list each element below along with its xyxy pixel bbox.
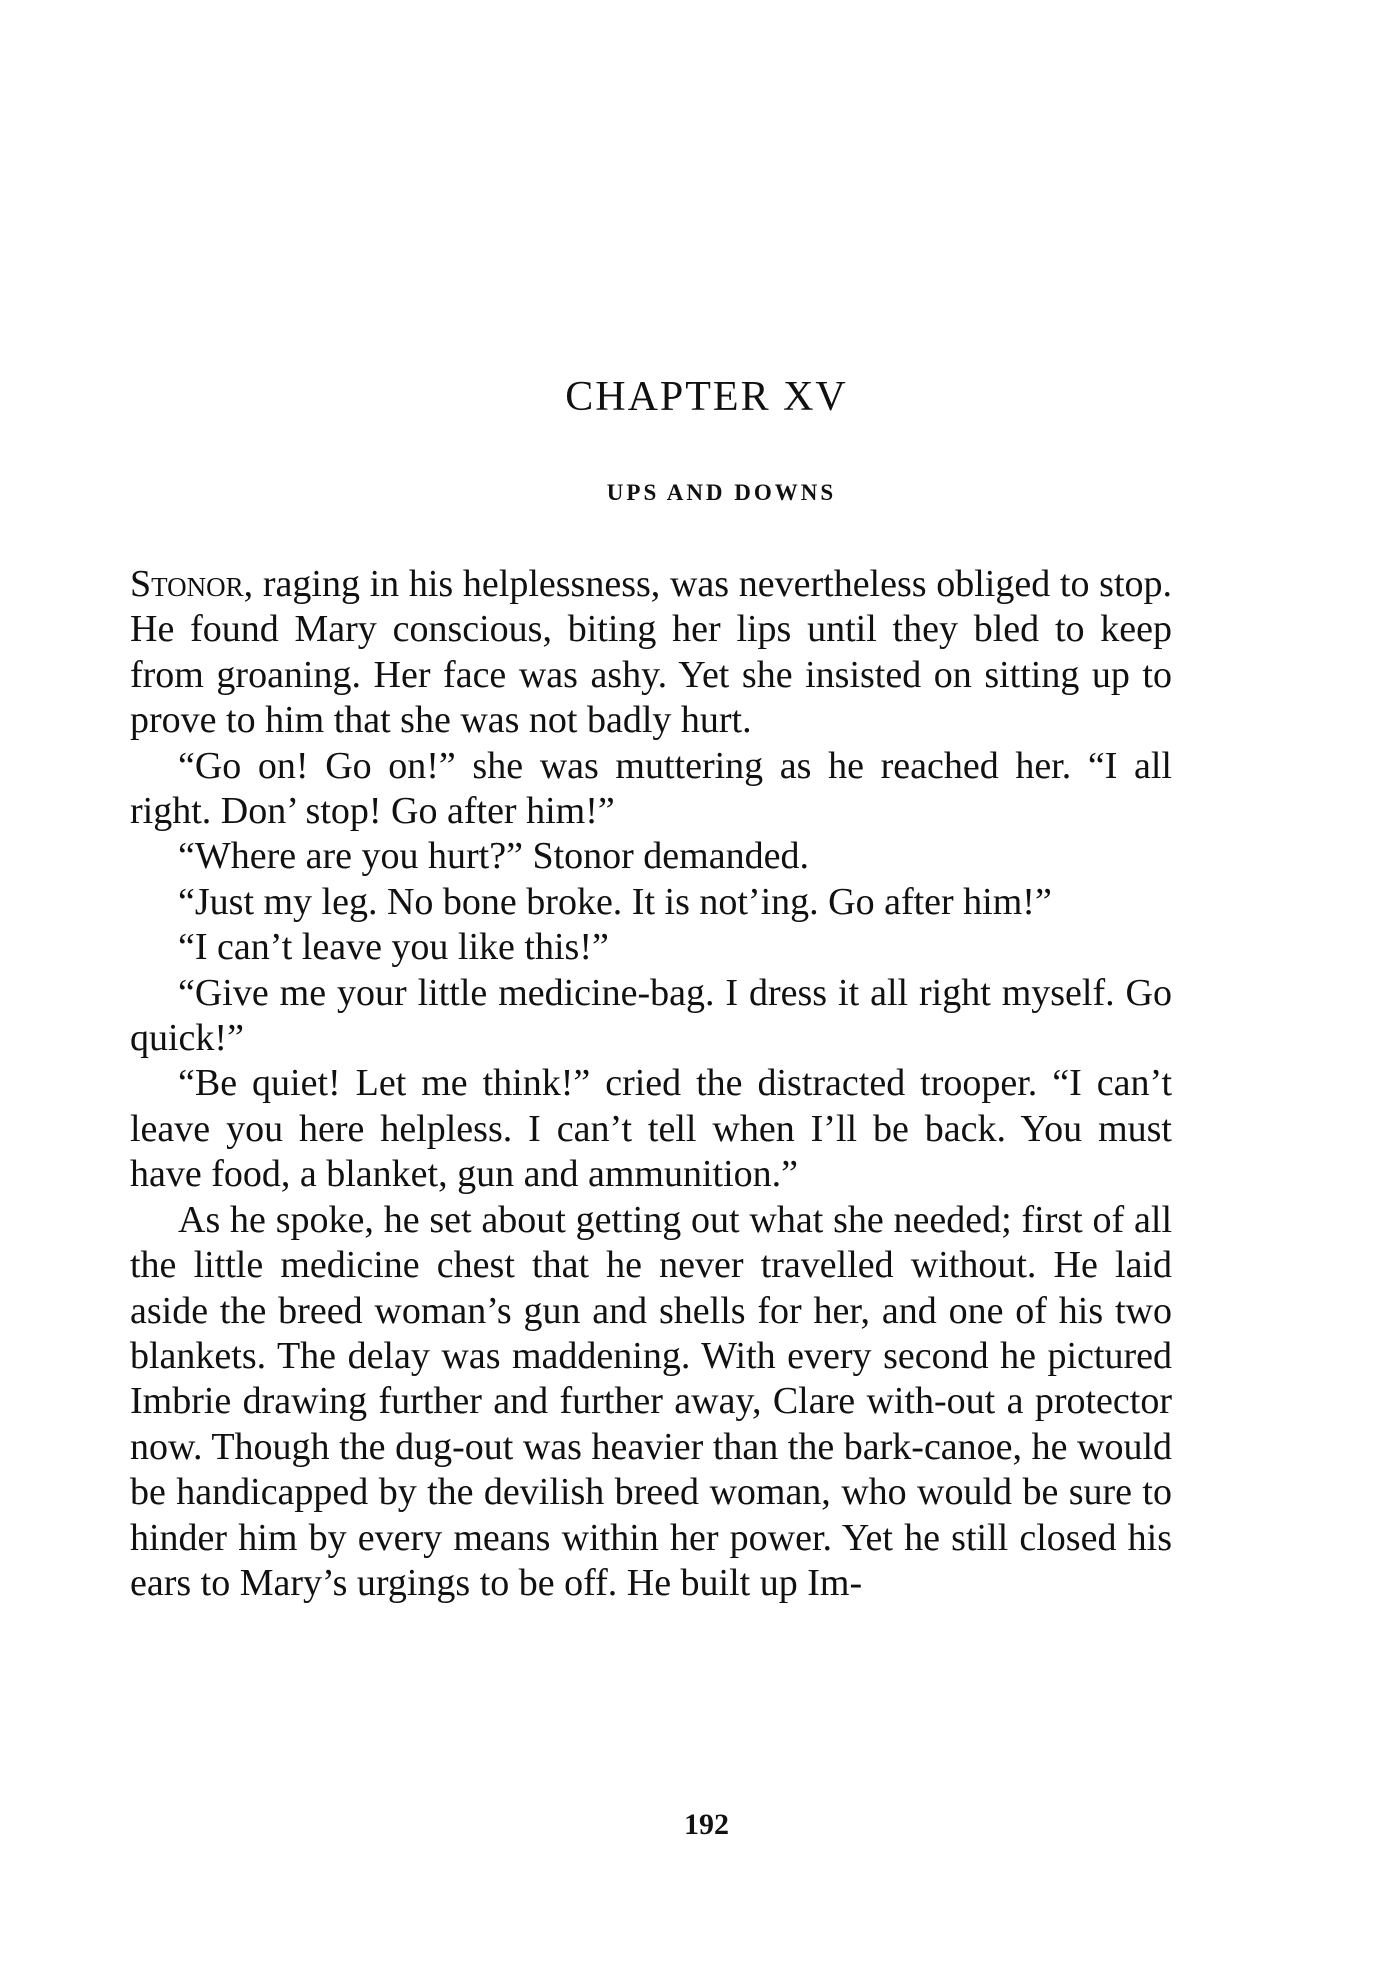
paragraph: “Be quiet! Let me think!” cried the distracted trooper. “I can’t leave you here helpless. I can’t tell when I’ll be back. You must have food, a blanket, gun and ammunition.” — [130, 1062, 1172, 1196]
body-text — [130, 562, 1172, 1606]
paragraph: “Where are you hurt?” Stonor demanded. — [178, 835, 809, 878]
page-number: 192 — [684, 1808, 729, 1841]
paragraph: As he spoke, he set about getting out what she needed; first of all the little medicine chest that he never travelled without. He laid aside the breed woman’s gun and shells for her, and one of his two blankets. The delay was maddening. With every second he pictured Imbrie drawing further and further away, Clare with-out a protector now. Though the dug-out was heavier than the bark-canoe, he would be handicapped by the devilish breed woman, who would be sure to hinder him by every means within her power. Yet he still closed his ears to Mary’s urgings to be off. He built up Im- — [130, 1198, 1172, 1604]
lead-word: Stonor, — [130, 563, 254, 605]
paragraph: “Just my leg. No bone broke. It is not’ing. Go after him!” — [178, 880, 1052, 923]
chapter-subtitle: UPS AND DOWNS — [606, 480, 837, 505]
paragraph: “Go on! Go on!” she was muttering as he reached her. “I all right. Don’ stop! Go after him!” — [130, 744, 1172, 833]
chapter-heading: CHAPTER XV — [565, 374, 848, 420]
paragraph — [130, 562, 1172, 744]
paragraph: “I can’t leave you like this!” — [178, 926, 609, 969]
paragraph-text: raging in his helplessness, was nevertheless obliged to stop. He found Mary conscious, biting her lips until they bled to keep from groaning. Her face was ashy. Yet she insisted on sitting up to prove to him that she was not badly hurt. — [130, 563, 1173, 742]
paragraph: “Give me your little medicine-bag. I dress it all right myself. Go quick!” — [130, 971, 1172, 1060]
